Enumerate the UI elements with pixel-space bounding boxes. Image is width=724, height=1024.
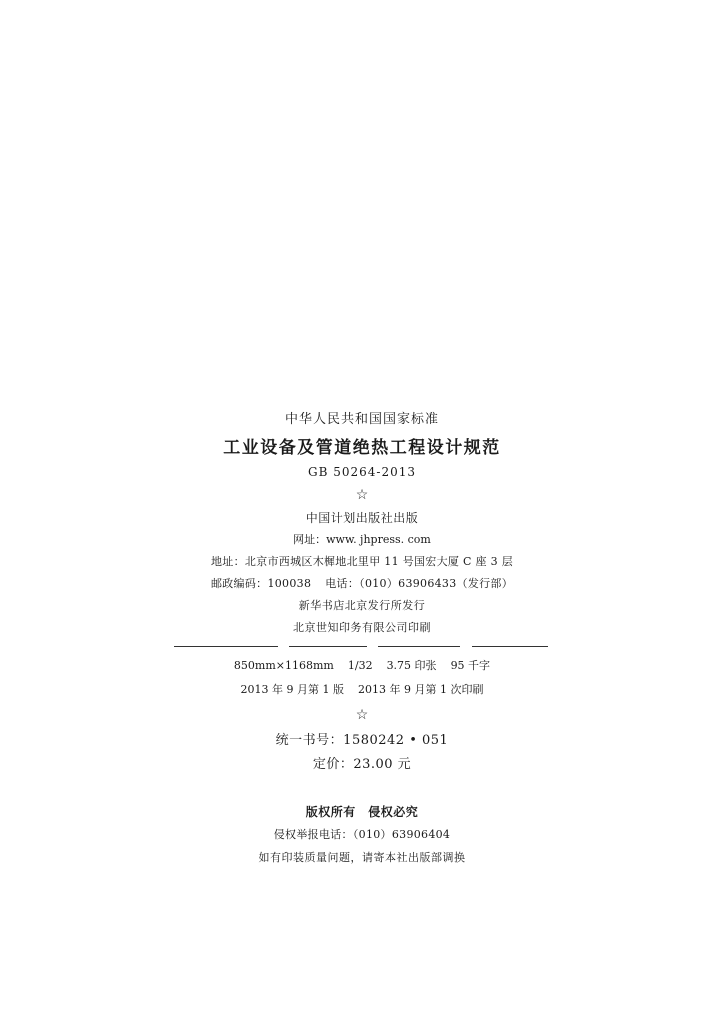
standard-series-label: 中华人民共和国国家标准: [284, 412, 439, 427]
divider-segment: [174, 646, 278, 647]
star-icon: ☆: [355, 487, 369, 503]
postal-code: 邮政编码：100038: [210, 577, 312, 590]
report-phone-line: 侵权举报电话：（010）63906404: [273, 828, 451, 841]
edition-line: [0, 684, 724, 695]
postal-phone-line: [0, 578, 724, 589]
divider-segment: [378, 646, 460, 647]
divider-segment: [289, 646, 367, 647]
website-line: 网址：www. jhpress. com: [293, 533, 431, 546]
divider-segment: [472, 646, 548, 647]
format-line: [0, 660, 724, 671]
sales-phone: 电话：（010）63906433（发行部）: [325, 577, 514, 590]
rights-notice: 版权所有 侵权必究: [305, 805, 419, 819]
book-number: 统一书号：1580242 • 051: [275, 733, 449, 748]
word-count: 95 千字: [450, 659, 491, 672]
printing: 2013 年 9 月第 1 次印刷: [358, 683, 484, 696]
standard-code: GB 50264-2013: [308, 465, 416, 479]
paper-format: 850mm×1168mm: [233, 659, 334, 672]
star-icon: ☆: [355, 707, 369, 723]
book-title: 工业设备及管道绝热工程设计规范: [223, 438, 501, 458]
printed-sheets: 3.75 印张: [386, 659, 437, 672]
address-line: 地址：北京市西城区木樨地北里甲 11 号国宏大厦 C 座 3 层: [211, 555, 513, 568]
price-line: 定价：23.00 元: [312, 757, 412, 772]
divider-rule: [0, 646, 724, 648]
quality-notice: 如有印装质量问题，请寄本社出版部调换: [258, 851, 466, 864]
edition: 2013 年 9 月第 1 版: [240, 683, 344, 696]
publisher-line: 中国计划出版社出版: [305, 511, 419, 525]
distributor-line: 新华书店北京发行所发行: [298, 599, 426, 612]
printer-line: 北京世知印务有限公司印刷: [293, 621, 431, 634]
folio: 1/32: [347, 659, 373, 672]
